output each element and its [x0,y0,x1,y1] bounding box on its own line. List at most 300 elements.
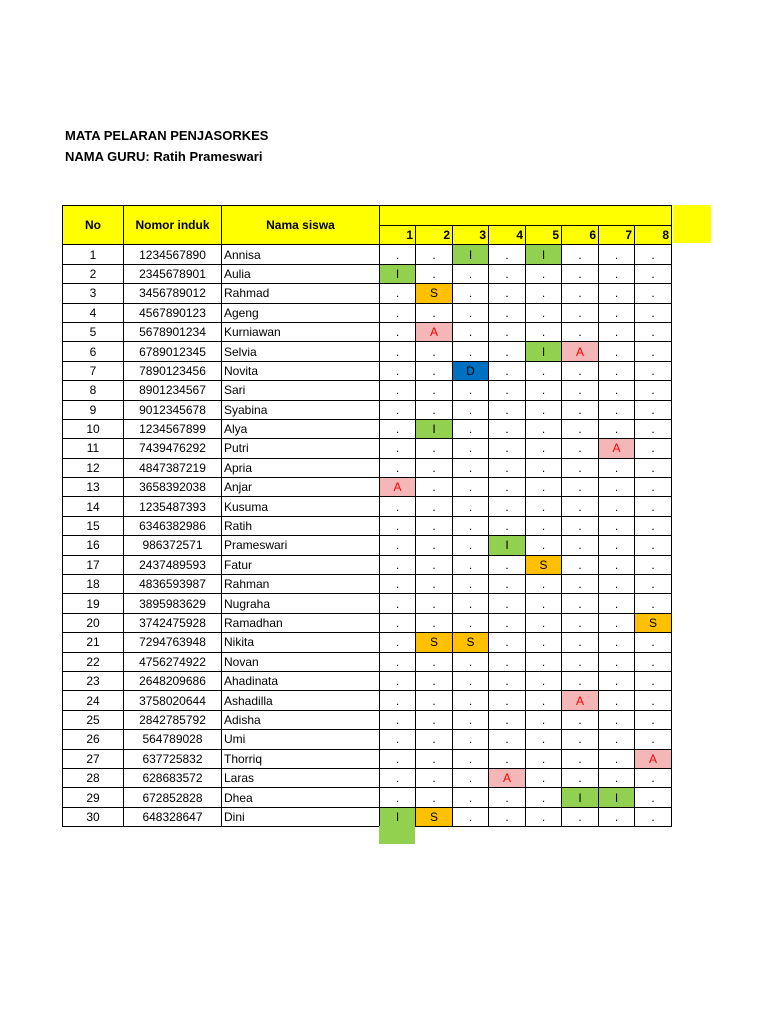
attendance-mark: . [599,749,635,768]
attendance-mark: . [562,361,599,380]
nomor-induk: 1234567890 [124,245,222,264]
nomor-induk: 6346382986 [124,516,222,535]
attendance-mark: . [635,575,672,594]
attendance-mark: . [562,419,599,438]
student-name: Kurniawan [222,322,380,341]
attendance-mark: . [380,322,416,341]
attendance-mark: . [526,361,562,380]
student-name: Umi [222,730,380,749]
row-number: 27 [63,749,124,768]
day-number: 6 [562,226,599,245]
attendance-mark: . [489,322,526,341]
row-number: 24 [63,691,124,710]
row-number: 7 [63,361,124,380]
attendance-mark: . [380,419,416,438]
attendance-mark: . [562,497,599,516]
nomor-induk: 1234567899 [124,419,222,438]
attendance-mark: . [453,749,489,768]
attendance-mark: . [635,478,672,497]
attendance-mark: . [526,807,562,826]
attendance-mark: . [526,516,562,535]
day-number: 7 [599,226,635,245]
nomor-induk: 4847387219 [124,458,222,477]
student-name: Ashadilla [222,691,380,710]
attendance-mark: . [635,400,672,419]
attendance-mark: . [489,575,526,594]
attendance-mark: . [562,536,599,555]
attendance-mark: . [453,555,489,574]
attendance-mark: . [635,361,672,380]
attendance-mark: . [380,594,416,613]
attendance-mark: . [599,381,635,400]
table-row [63,516,672,535]
table-row [63,381,672,400]
row-number: 4 [63,303,124,322]
attendance-mark: . [380,691,416,710]
attendance-mark: . [380,633,416,652]
student-name: Putri [222,439,380,458]
attendance-mark: . [453,322,489,341]
row-number: 23 [63,671,124,690]
attendance-mark: . [416,613,453,632]
table-row [63,768,672,787]
attendance-mark: . [526,749,562,768]
student-name: Sari [222,381,380,400]
attendance-mark: . [380,342,416,361]
attendance-mark: . [526,613,562,632]
table-row [63,245,672,264]
attendance-mark: I [380,264,416,283]
attendance-mark: I [526,342,562,361]
attendance-mark: . [526,788,562,807]
attendance-mark: . [416,652,453,671]
student-name: Nugraha [222,594,380,613]
attendance-mark: . [562,768,599,787]
attendance-mark: . [489,730,526,749]
attendance-mark: . [526,478,562,497]
nomor-induk: 628683572 [124,768,222,787]
attendance-mark: . [416,458,453,477]
row-number: 29 [63,788,124,807]
attendance-mark: . [453,264,489,283]
highlight-cell [379,826,415,844]
attendance-mark: . [416,497,453,516]
attendance-mark: S [635,613,672,632]
attendance-mark: . [599,710,635,729]
attendance-mark: . [416,400,453,419]
attendance-mark: . [416,245,453,264]
attendance-mark: . [562,652,599,671]
attendance-mark: . [599,264,635,283]
attendance-mark: . [635,458,672,477]
day-number: 5 [526,226,562,245]
attendance-mark: . [526,284,562,303]
attendance-mark: . [562,594,599,613]
attendance-mark: . [416,594,453,613]
attendance-mark: . [635,652,672,671]
row-number: 20 [63,613,124,632]
attendance-mark: S [416,633,453,652]
attendance-mark: . [635,245,672,264]
row-number: 11 [63,439,124,458]
attendance-mark: . [416,555,453,574]
attendance-mark: . [526,497,562,516]
attendance-mark: . [562,322,599,341]
table-row [63,691,672,710]
attendance-mark: . [416,749,453,768]
attendance-mark: A [562,342,599,361]
nomor-induk: 4756274922 [124,652,222,671]
row-number: 13 [63,478,124,497]
table-row [63,633,672,652]
attendance-mark: . [380,575,416,594]
nomor-induk: 2842785792 [124,710,222,729]
table-row [63,497,672,516]
attendance-mark: . [562,555,599,574]
attendance-mark: . [599,671,635,690]
student-name: Adisha [222,710,380,729]
attendance-mark: . [635,594,672,613]
attendance-mark: . [526,691,562,710]
nomor-induk: 672852828 [124,788,222,807]
attendance-mark: . [380,361,416,380]
row-number: 30 [63,807,124,826]
attendance-mark: . [635,284,672,303]
student-name: Thorriq [222,749,380,768]
attendance-mark: . [635,768,672,787]
attendance-mark: . [416,381,453,400]
attendance-mark: . [526,322,562,341]
attendance-mark: . [526,536,562,555]
attendance-mark: . [489,419,526,438]
attendance-mark: . [599,284,635,303]
attendance-mark: . [526,400,562,419]
attendance-mark: . [380,710,416,729]
table-row [63,400,672,419]
attendance-mark: . [599,458,635,477]
attendance-mark: . [489,303,526,322]
attendance-mark: . [416,730,453,749]
attendance-mark: . [526,303,562,322]
attendance-mark: . [453,575,489,594]
attendance-mark: . [489,458,526,477]
attendance-mark: . [562,303,599,322]
table-row [63,710,672,729]
row-number: 6 [63,342,124,361]
attendance-mark: . [453,594,489,613]
attendance-mark: . [635,439,672,458]
attendance-mark: . [489,691,526,710]
attendance-mark: . [453,497,489,516]
nomor-induk: 3742475928 [124,613,222,632]
student-name: Ahadinata [222,671,380,690]
attendance-mark: . [416,710,453,729]
attendance-mark: . [380,245,416,264]
attendance-mark: . [599,516,635,535]
attendance-mark: . [562,575,599,594]
attendance-mark: . [562,458,599,477]
attendance-mark: . [562,613,599,632]
nomor-induk: 4567890123 [124,303,222,322]
attendance-mark: . [380,768,416,787]
attendance-mark: . [599,361,635,380]
attendance-mark: . [380,381,416,400]
attendance-mark: . [453,536,489,555]
attendance-mark: . [599,768,635,787]
nomor-induk: 9012345678 [124,400,222,419]
row-number: 16 [63,536,124,555]
attendance-mark: . [453,730,489,749]
attendance-mark: . [599,730,635,749]
table-row [63,322,672,341]
attendance-mark: . [453,303,489,322]
attendance-mark: A [416,322,453,341]
attendance-mark: . [416,516,453,535]
attendance-mark: I [526,245,562,264]
attendance-mark: . [599,497,635,516]
teacher-name: NAMA GURU: Ratih Prameswari [65,149,263,164]
student-name: Nikita [222,633,380,652]
attendance-mark: . [635,536,672,555]
attendance-mark: . [526,730,562,749]
attendance-mark: . [526,671,562,690]
attendance-mark: . [526,419,562,438]
header-days-band [380,206,672,226]
nomor-induk: 2648209686 [124,671,222,690]
row-number: 3 [63,284,124,303]
attendance-mark: . [599,555,635,574]
attendance-mark: . [489,478,526,497]
header-no: No [63,206,124,245]
attendance-mark: . [526,575,562,594]
subject-title: MATA PELARAN PENJASORKES [65,128,269,143]
table-row [63,284,672,303]
table-row [63,575,672,594]
attendance-mark: . [599,245,635,264]
attendance-mark: . [562,807,599,826]
row-number: 21 [63,633,124,652]
row-number: 5 [63,322,124,341]
attendance-mark: . [453,342,489,361]
nomor-induk: 8901234567 [124,381,222,400]
attendance-mark: . [380,536,416,555]
attendance-mark: . [416,303,453,322]
row-number: 26 [63,730,124,749]
row-number: 2 [63,264,124,283]
attendance-mark: . [380,516,416,535]
attendance-mark: . [562,710,599,729]
attendance-mark: . [416,691,453,710]
attendance-mark: . [453,419,489,438]
row-number: 15 [63,516,124,535]
attendance-mark: . [416,671,453,690]
table-row [63,264,672,283]
student-name: Ramadhan [222,613,380,632]
nomor-induk: 2437489593 [124,555,222,574]
attendance-mark: . [453,400,489,419]
attendance-mark: . [599,633,635,652]
attendance-mark: . [489,497,526,516]
student-name: Prameswari [222,536,380,555]
attendance-mark: . [416,342,453,361]
row-number: 28 [63,768,124,787]
nomor-induk: 7439476292 [124,439,222,458]
nomor-induk: 6789012345 [124,342,222,361]
nomor-induk: 1235487393 [124,497,222,516]
row-number: 14 [63,497,124,516]
table-row [63,555,672,574]
attendance-mark: . [599,400,635,419]
day-number: 3 [453,226,489,245]
attendance-mark: . [453,516,489,535]
row-number: 17 [63,555,124,574]
attendance-mark: . [453,381,489,400]
attendance-mark: . [562,730,599,749]
attendance-mark: . [599,613,635,632]
attendance-mark: . [489,807,526,826]
attendance-mark: A [489,768,526,787]
student-name: Syabina [222,400,380,419]
nomor-induk: 637725832 [124,749,222,768]
nomor-induk: 2345678901 [124,264,222,283]
student-name: Ageng [222,303,380,322]
attendance-mark: . [635,807,672,826]
student-name: Ratih [222,516,380,535]
nomor-induk: 7294763948 [124,633,222,652]
student-name: Kusuma [222,497,380,516]
attendance-mark: . [453,458,489,477]
attendance-mark: . [453,788,489,807]
attendance-mark: . [635,671,672,690]
student-name: Fatur [222,555,380,574]
nomor-induk: 648328647 [124,807,222,826]
attendance-mark: . [599,536,635,555]
nomor-induk: 3895983629 [124,594,222,613]
attendance-mark: . [489,749,526,768]
attendance-mark: . [635,264,672,283]
attendance-mark: . [416,478,453,497]
header-nomor-induk: Nomor induk [124,206,222,245]
attendance-mark: . [489,264,526,283]
student-name: Rahmad [222,284,380,303]
table-row [63,536,672,555]
row-number: 25 [63,710,124,729]
attendance-mark: . [380,730,416,749]
attendance-mark: I [416,419,453,438]
attendance-mark: . [489,381,526,400]
table-row [63,458,672,477]
attendance-mark: S [526,555,562,574]
day-number: 8 [635,226,672,245]
attendance-mark: S [416,284,453,303]
attendance-mark: A [562,691,599,710]
attendance-mark: S [453,633,489,652]
attendance-mark: . [635,497,672,516]
attendance-mark: . [526,710,562,729]
student-name: Anjar [222,478,380,497]
nomor-induk: 986372571 [124,536,222,555]
attendance-mark: . [526,768,562,787]
table-row [63,303,672,322]
day-number: 1 [380,226,416,245]
attendance-mark: . [453,671,489,690]
attendance-mark: . [489,788,526,807]
attendance-mark: I [599,788,635,807]
attendance-mark: . [380,284,416,303]
attendance-mark: . [635,516,672,535]
attendance-mark: . [562,381,599,400]
table-row [63,594,672,613]
attendance-mark: . [526,439,562,458]
attendance-mark: . [489,594,526,613]
attendance-mark: . [453,439,489,458]
row-number: 12 [63,458,124,477]
attendance-mark: I [380,807,416,826]
row-number: 18 [63,575,124,594]
student-name: Apria [222,458,380,477]
nomor-induk: 3658392038 [124,478,222,497]
attendance-mark: . [380,788,416,807]
attendance-mark: . [562,284,599,303]
attendance-mark: . [562,749,599,768]
day-number: 4 [489,226,526,245]
student-name: Novan [222,652,380,671]
attendance-mark: . [526,633,562,652]
student-name: Dini [222,807,380,826]
attendance-mark: . [635,710,672,729]
attendance-mark: . [489,284,526,303]
nomor-induk: 5678901234 [124,322,222,341]
attendance-mark: . [380,555,416,574]
day-header-extension [673,205,711,243]
table-row [63,788,672,807]
attendance-mark: . [380,439,416,458]
attendance-mark: . [635,691,672,710]
header-nama-siswa: Nama siswa [222,206,380,245]
row-number: 22 [63,652,124,671]
attendance-mark: . [380,400,416,419]
attendance-mark: . [453,710,489,729]
attendance-mark: . [489,613,526,632]
attendance-mark: . [635,633,672,652]
attendance-mark: . [416,768,453,787]
attendance-mark: . [526,264,562,283]
attendance-mark: . [562,633,599,652]
nomor-induk: 4836593987 [124,575,222,594]
attendance-mark: A [380,478,416,497]
attendance-mark: . [489,633,526,652]
attendance-mark: . [380,497,416,516]
attendance-mark: . [380,652,416,671]
attendance-mark: S [416,807,453,826]
attendance-mark: . [453,807,489,826]
attendance-mark: . [380,303,416,322]
attendance-mark: . [416,361,453,380]
attendance-mark: I [453,245,489,264]
attendance-mark: . [562,400,599,419]
attendance-mark: . [562,478,599,497]
attendance-mark: . [599,575,635,594]
attendance-mark: . [599,807,635,826]
nomor-induk: 564789028 [124,730,222,749]
attendance-mark: D [453,361,489,380]
attendance-mark: . [599,303,635,322]
student-name: Dhea [222,788,380,807]
row-number: 19 [63,594,124,613]
attendance-mark: . [599,419,635,438]
attendance-mark: . [453,478,489,497]
attendance-mark: . [489,516,526,535]
